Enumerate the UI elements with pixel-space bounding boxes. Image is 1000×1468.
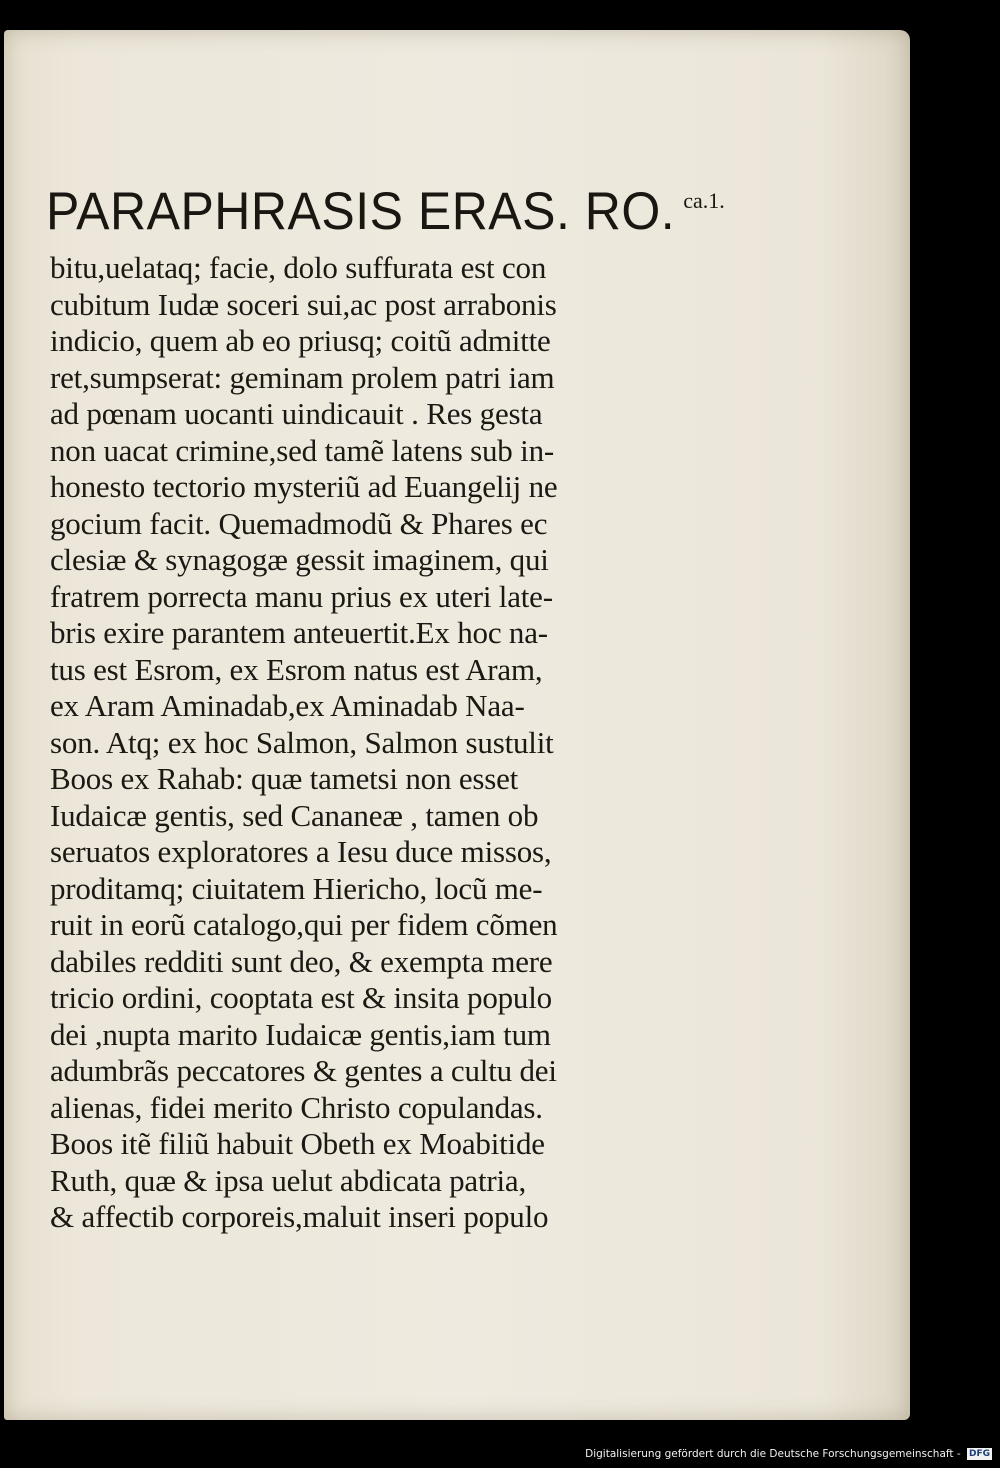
text-line: alienas, fidei merito Christo copulandas.: [50, 1089, 543, 1125]
text-line: indicio, quem ab eo priusq; coitũ admitte: [50, 323, 551, 358]
running-header: [46, 180, 746, 260]
book-page: [4, 30, 910, 1420]
text-line: ruit in eorũ catalogo,qui per fidem cõmen: [50, 907, 558, 942]
text-line: seruatos exploratores a Iesu duce missos,: [50, 834, 552, 869]
text-line: tus est Esrom, ex Esrom natus est Aram,: [50, 651, 543, 687]
text-line: tricio ordini, cooptata est & insita populo: [50, 980, 552, 1015]
text-line: Ruth, quæ & ipsa uelut abdicata patria,: [50, 1162, 527, 1198]
running-title: PARAPHRASIS ERAS. RO.: [46, 181, 676, 241]
folio-signature: ca.1.: [683, 188, 725, 213]
text-line: dabiles redditi sunt deo, & exempta mere: [50, 943, 553, 979]
text-block: [50, 250, 670, 1236]
text-line: ex Aram Aminadab,ex Aminadab Naa-: [50, 688, 525, 723]
text-line: clesiæ & synagogæ gessit imaginem, qui: [50, 542, 549, 577]
text-line: honesto tectorio mysteriũ ad Euangelij ne: [50, 469, 558, 504]
text-line: Boos itẽ filiũ habuit Obeth ex Moabitide: [50, 1126, 545, 1161]
text-line: & affectib corporeis,maluit inseri populo: [50, 1199, 549, 1234]
text-line: Boos ex Rahab: quæ tametsi non esset: [50, 761, 519, 796]
text-line: fratrem porrecta manu prius ex uteri late-: [50, 578, 553, 614]
text-line: adumbrãs peccatores & gentes a cultu dei: [50, 1053, 557, 1088]
credit-text: Digitalisierung gefördert durch die Deutsche Forschungsgemeinschaft -: [585, 1448, 961, 1460]
text-line: son. Atq; ex hoc Salmon, Salmon sustulit: [50, 724, 554, 760]
text-line: ad pœnam uocanti uindicauit . Res gesta: [50, 396, 543, 431]
text-line: gocium facit. Quemadmodũ & Phares ec: [50, 505, 548, 541]
text-line: dei ,nupta marito Iudaicæ gentis,iam tum: [50, 1016, 551, 1052]
dfg-logo: DFG: [968, 1449, 990, 1459]
text-line: Iudaicæ gentis, sed Cananeæ , tamen ob: [50, 797, 539, 833]
text-line: bris exire parantem anteuertit.Ex hoc na-: [50, 615, 548, 650]
text-line: proditamq; ciuitatem Hiericho, locũ me-: [50, 870, 543, 906]
text-line: bitu,uelataq; facie, dolo suffurata est con: [50, 250, 547, 285]
text-line: cubitum Iudæ soceri sui,ac post arrabonis: [50, 286, 557, 322]
text-line: ret,sumpserat: geminam prolem patri iam: [50, 359, 555, 395]
text-line: non uacat crimine,sed tamẽ latens sub in-: [50, 432, 554, 468]
digitization-credit: [585, 1444, 992, 1464]
